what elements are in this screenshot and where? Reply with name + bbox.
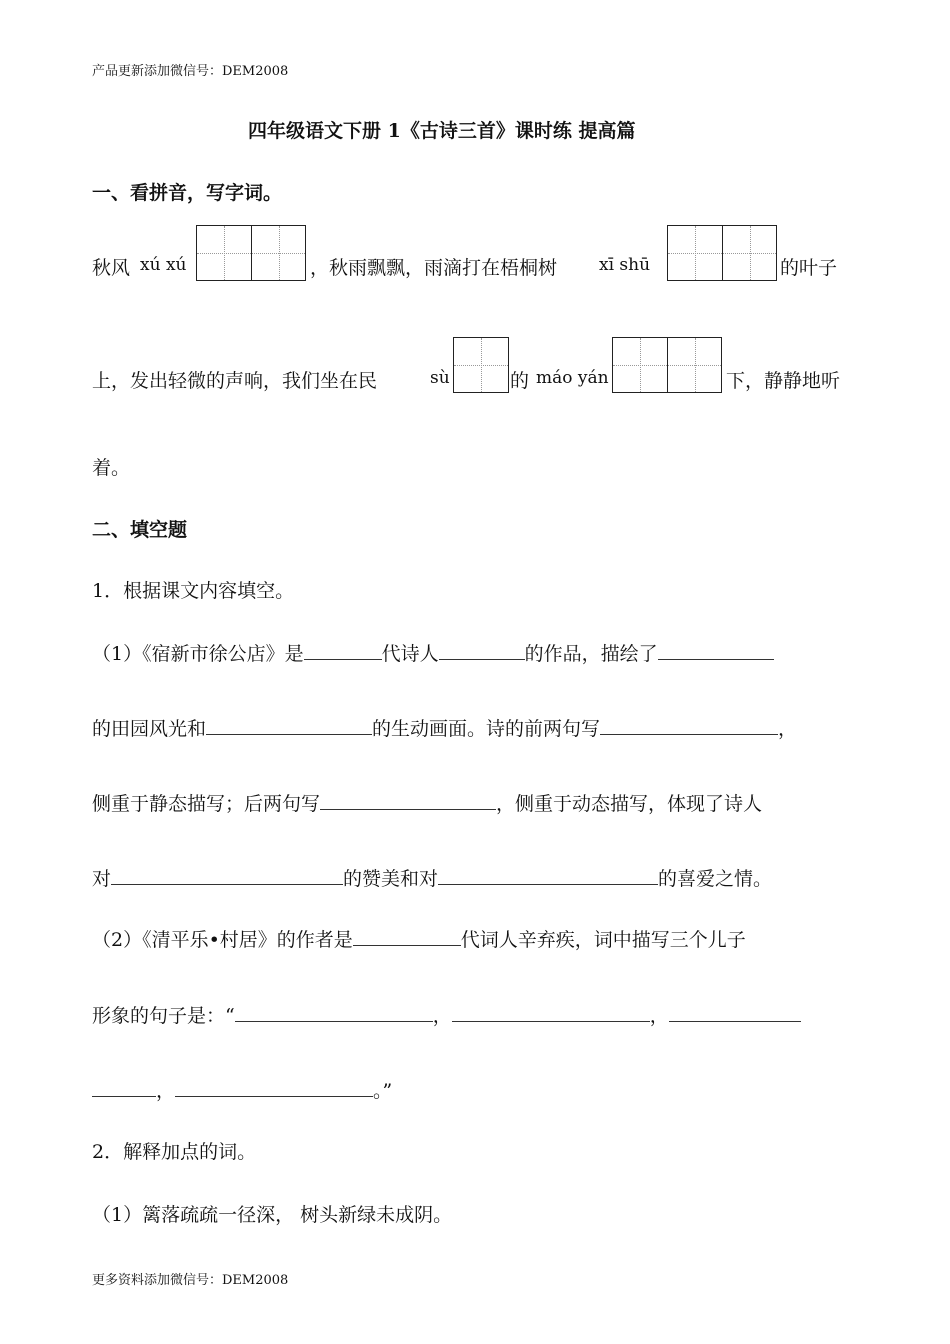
section2-heading: 二、填空题 (92, 519, 188, 541)
q1-p2-a: 的田园风光和 (92, 718, 207, 740)
blank-line-3a[interactable] (669, 1003, 801, 1022)
q1-p4 (92, 864, 772, 891)
q1-p6-a: 形象的句子是：“ (92, 1005, 235, 1027)
q1-p2-c: ， (778, 718, 798, 740)
s1-line2-text3: 下，静静地听 (726, 370, 841, 392)
answer-grid-xishu[interactable] (667, 225, 777, 281)
blank-line-3b[interactable] (92, 1078, 156, 1097)
q2-label: 2．解释加点的词。 (92, 1141, 257, 1163)
s1-line1-text1: 秋风 (92, 257, 131, 279)
blank-last-lines[interactable] (320, 791, 496, 810)
blank-picture[interactable] (206, 716, 372, 735)
s1-line2-text1: 上，发出轻微的声响，我们坐在民 (92, 370, 378, 392)
q1-p6 (92, 1001, 801, 1028)
q1-p1-a: （1）《宿新市徐公店》是 (92, 643, 304, 665)
s1-line2-text2: 的 (510, 370, 530, 392)
q1-p2-b: 的生动画面。诗的前两句写 (372, 718, 601, 740)
answer-cell[interactable] (668, 226, 722, 280)
s1-line1-text2: ，秋雨飘飘，雨滴打在梧桐树 (310, 257, 558, 279)
answer-grid-maoyan[interactable] (612, 337, 722, 393)
q2-item1: （1）篱落疏疏一径深， 树头新绿未成阴。 (92, 1204, 453, 1226)
blank-line-4[interactable] (175, 1078, 373, 1097)
answer-cell[interactable] (251, 226, 305, 280)
answer-grid-xuxu[interactable] (196, 225, 306, 281)
s1-line1-text3: 的叶子 (780, 257, 838, 279)
blank-scene[interactable] (658, 641, 774, 660)
q1-p5 (92, 925, 746, 952)
blank-dynasty[interactable] (304, 641, 382, 660)
section1-heading: 一、看拼音，写字词。 (92, 182, 283, 204)
answer-cell[interactable] (722, 226, 776, 280)
q1-p5-b: 代词人辛弃疾，词中描写三个儿子 (460, 929, 746, 951)
q1-p6-b: ， (432, 1005, 452, 1027)
s1-line1-pinyin1: xú xú (140, 255, 187, 275)
answer-cell[interactable] (197, 226, 251, 280)
q1-p7 (92, 1076, 392, 1103)
s1-line1-pinyin2: xī shū (599, 255, 651, 275)
q1-p4-a: 对 (92, 868, 112, 890)
s1-line2-pinyin2: máo yán (536, 368, 609, 388)
q1-p1-b: 代诗人 (381, 643, 439, 665)
q1-p1 (92, 639, 774, 666)
q1-p6-c: ， (649, 1005, 669, 1027)
answer-grid-su[interactable] (453, 337, 509, 393)
answer-cell[interactable] (454, 338, 508, 392)
page-title: 四年级语文下册 1《古诗三首》课时练 提高篇 (248, 120, 636, 142)
footer-note: 更多资料添加微信号：DEM2008 (92, 1273, 289, 1288)
blank-author-dynasty[interactable] (353, 927, 461, 946)
q1-p7-b: 。” (373, 1080, 393, 1102)
q1-p7-a: ， (156, 1080, 176, 1102)
s1-line3-text: 着。 (92, 457, 131, 479)
q1-p3-a: 侧重于静态描写；后两句写 (92, 793, 321, 815)
header-note: 产品更新添加微信号：DEM2008 (92, 64, 289, 79)
q1-p4-c: 的喜爱之情。 (658, 868, 773, 890)
blank-praise[interactable] (111, 866, 343, 885)
q1-p1-c: 的作品，描绘了 (524, 643, 658, 665)
blank-poet[interactable] (439, 641, 525, 660)
blank-line-2[interactable] (452, 1003, 650, 1022)
blank-line-1[interactable] (235, 1003, 433, 1022)
q1-label: 1．根据课文内容填空。 (92, 580, 295, 602)
q1-p2 (92, 714, 797, 741)
q1-p4-b: 的赞美和对 (343, 868, 439, 890)
q1-p5-a: （2）《清平乐•村居》的作者是 (92, 929, 353, 951)
blank-first-lines[interactable] (600, 716, 778, 735)
q1-p3 (92, 789, 762, 816)
answer-cell[interactable] (667, 338, 721, 392)
q1-p3-b: ，侧重于动态描写，体现了诗人 (496, 793, 763, 815)
blank-love[interactable] (438, 866, 658, 885)
s1-line2-pinyin1: sù (430, 368, 450, 388)
answer-cell[interactable] (613, 338, 667, 392)
